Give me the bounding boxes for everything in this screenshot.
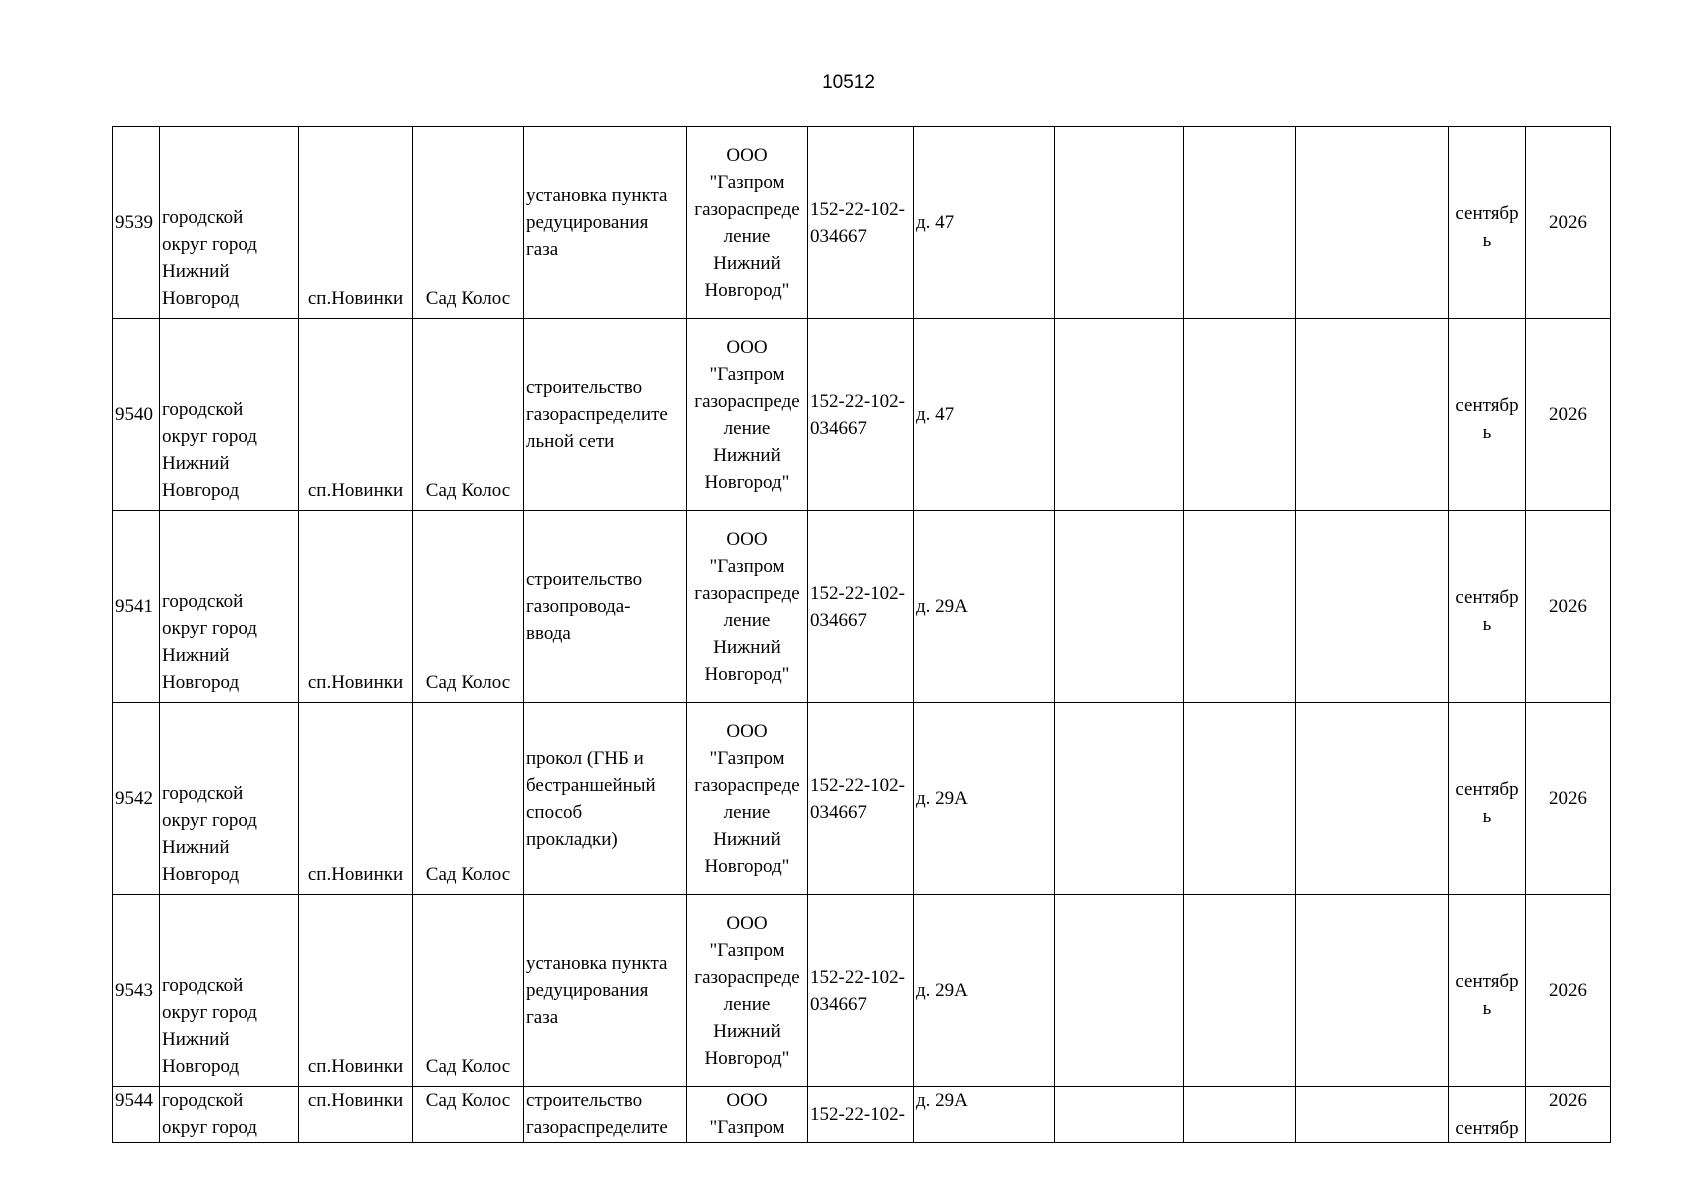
work-type-cell-text: строительство газораспределите [526, 1090, 668, 1138]
table-row [113, 511, 1611, 703]
house-cell-text: д. 47 [916, 212, 955, 233]
empty-cell [1296, 895, 1449, 1087]
district-cell-text: городской округ город Нижний Новгород [162, 399, 257, 501]
code-cell-text: 152-22-102- [810, 1104, 905, 1125]
organization-cell [687, 127, 808, 319]
year-cell [1526, 511, 1611, 703]
month-cell [1449, 895, 1526, 1087]
house-cell-text: д. 29А [916, 596, 968, 617]
row-number-text: 9540 [115, 404, 153, 425]
organization-cell [687, 1087, 808, 1143]
month-cell-text: сентябр ь [1455, 970, 1519, 1019]
row-number [113, 1087, 160, 1143]
empty-cell [1055, 511, 1184, 703]
empty-cell [1296, 1087, 1449, 1143]
table-row [113, 703, 1611, 895]
house-cell [914, 127, 1055, 319]
empty-cell [1184, 1087, 1296, 1143]
empty-cell [1055, 703, 1184, 895]
organization-cell [687, 895, 808, 1087]
year-cell [1526, 127, 1611, 319]
empty-cell [1055, 127, 1184, 319]
place-cell [413, 127, 524, 319]
row-number [113, 703, 160, 895]
year-cell [1526, 895, 1611, 1087]
empty-cell [1055, 895, 1184, 1087]
month-cell-text: сентябр ь [1455, 202, 1519, 251]
work-type-cell [524, 127, 687, 319]
district-cell-text: городской округ город Нижний Новгород [162, 591, 257, 693]
district-cell [160, 127, 299, 319]
empty-cell [1184, 895, 1296, 1087]
work-type-cell [524, 703, 687, 895]
work-type-cell [524, 895, 687, 1087]
settlement-cell [299, 511, 413, 703]
code-cell [808, 895, 914, 1087]
organization-cell-text: ООО "Газпром газораспреде ление Нижний Новгород" [694, 720, 800, 877]
row-number-text: 9539 [115, 212, 153, 233]
house-cell-text: д. 29А [916, 1090, 968, 1111]
settlement-cell-text: сп.Новинки [307, 864, 404, 885]
empty-cell [1296, 703, 1449, 895]
code-cell [808, 1087, 914, 1143]
month-cell-text: сентябр ь [1455, 394, 1519, 443]
year-cell [1526, 319, 1611, 511]
settlement-cell-text: сп.Новинки [307, 672, 404, 693]
place-cell [413, 703, 524, 895]
organization-cell-text: ООО "Газпром газораспреде ление Нижний Новгород" [694, 336, 800, 493]
page-number: 10512 [822, 72, 875, 93]
year-cell-text: 2026 [1549, 788, 1587, 809]
organization-cell [687, 319, 808, 511]
empty-cell [1184, 511, 1296, 703]
row-number-text: 9542 [115, 788, 153, 809]
place-cell-text: Сад Колос [425, 1090, 511, 1111]
row-number [113, 895, 160, 1087]
row-number [113, 511, 160, 703]
year-cell-text: 2026 [1549, 980, 1587, 1001]
work-type-cell-text: прокол (ГНБ и бестраншейный способ прокладки) [526, 747, 656, 850]
empty-cell [1184, 127, 1296, 319]
place-cell-text: Сад Колос [425, 288, 511, 309]
year-cell-text: 2026 [1549, 404, 1587, 425]
place-cell-text: Сад Колос [425, 1056, 511, 1077]
empty-cell [1055, 1087, 1184, 1143]
place-cell [413, 319, 524, 511]
empty-cell [1296, 127, 1449, 319]
work-type-cell-text: установка пункта редуцирования газа [526, 185, 668, 260]
row-number-text: 9543 [115, 980, 153, 1001]
house-cell [914, 511, 1055, 703]
house-cell [914, 319, 1055, 511]
settlement-cell [299, 895, 413, 1087]
place-cell [413, 895, 524, 1087]
month-cell [1449, 1087, 1526, 1143]
work-type-cell [524, 319, 687, 511]
work-type-cell-text: строительство газопровода- ввода [526, 569, 643, 644]
settlement-cell-text: сп.Новинки [307, 288, 404, 309]
house-cell [914, 1087, 1055, 1143]
district-cell [160, 319, 299, 511]
organization-cell-text: ООО "Газпром газораспреде ление Нижний Новгород" [694, 528, 800, 685]
work-type-cell-text: установка пункта редуцирования газа [526, 953, 668, 1028]
work-type-cell [524, 1087, 687, 1143]
year-cell-text: 2026 [1549, 1090, 1587, 1111]
code-cell-text: 152-22-102- 034667 [810, 582, 905, 631]
year-cell-text: 2026 [1549, 212, 1587, 233]
district-cell [160, 703, 299, 895]
settlement-cell-text: сп.Новинки [307, 480, 404, 501]
code-cell [808, 319, 914, 511]
row-number [113, 127, 160, 319]
empty-cell [1184, 319, 1296, 511]
month-cell [1449, 703, 1526, 895]
code-cell [808, 511, 914, 703]
year-cell [1526, 1087, 1611, 1143]
code-cell-text: 152-22-102- 034667 [810, 774, 905, 823]
house-cell-text: д. 29А [916, 980, 968, 1001]
work-type-cell [524, 511, 687, 703]
month-cell [1449, 127, 1526, 319]
month-cell [1449, 319, 1526, 511]
house-cell [914, 895, 1055, 1087]
place-cell-text: Сад Колос [425, 480, 511, 501]
organization-cell-text: ООО "Газпром газораспреде ление Нижний Новгород" [694, 144, 800, 301]
work-type-cell-text: строительство газораспределите льной сети [526, 377, 668, 452]
code-cell [808, 127, 914, 319]
table-row [113, 127, 1611, 319]
district-cell [160, 895, 299, 1087]
settlement-cell-text: сп.Новинки [307, 1056, 404, 1077]
month-cell-text: сентябр ь [1455, 778, 1519, 827]
data-table [112, 126, 1611, 1143]
month-cell [1449, 511, 1526, 703]
table-row [113, 1087, 1611, 1143]
row-number-text: 9544 [115, 1090, 153, 1111]
district-cell-text: городской округ город Нижний Новгород [162, 783, 257, 885]
year-cell-text: 2026 [1549, 596, 1587, 617]
house-cell-text: д. 29А [916, 788, 968, 809]
settlement-cell [299, 1087, 413, 1143]
place-cell [413, 511, 524, 703]
table-row [113, 895, 1611, 1087]
organization-cell [687, 511, 808, 703]
code-cell-text: 152-22-102- 034667 [810, 198, 905, 247]
place-cell-text: Сад Колос [425, 672, 511, 693]
settlement-cell [299, 127, 413, 319]
code-cell-text: 152-22-102- 034667 [810, 966, 905, 1015]
place-cell [413, 1087, 524, 1143]
row-number-text: 9541 [115, 596, 153, 617]
house-cell-text: д. 47 [916, 404, 955, 425]
code-cell [808, 703, 914, 895]
district-cell-text: городской округ город Нижний Новгород [162, 207, 257, 309]
empty-cell [1055, 319, 1184, 511]
district-cell-text: городской округ город Нижний Новгород [162, 975, 257, 1077]
month-cell-text: сентябр ь [1455, 586, 1519, 635]
district-cell [160, 511, 299, 703]
empty-cell [1184, 703, 1296, 895]
table-row [113, 319, 1611, 511]
empty-cell [1296, 319, 1449, 511]
organization-cell-text: ООО "Газпром газораспреде ление Нижний Новгород" [694, 912, 800, 1069]
organization-cell-text: ООО "Газпром [709, 1090, 785, 1138]
house-cell [914, 703, 1055, 895]
organization-cell [687, 703, 808, 895]
month-cell-text: сентябр [1455, 1118, 1519, 1139]
settlement-cell [299, 319, 413, 511]
code-cell-text: 152-22-102- 034667 [810, 390, 905, 439]
empty-cell [1296, 511, 1449, 703]
settlement-cell [299, 703, 413, 895]
district-cell [160, 1087, 299, 1143]
district-cell-text: городской округ город [162, 1090, 257, 1138]
place-cell-text: Сад Колос [425, 864, 511, 885]
year-cell [1526, 703, 1611, 895]
settlement-cell-text: сп.Новинки [307, 1090, 404, 1111]
row-number [113, 319, 160, 511]
